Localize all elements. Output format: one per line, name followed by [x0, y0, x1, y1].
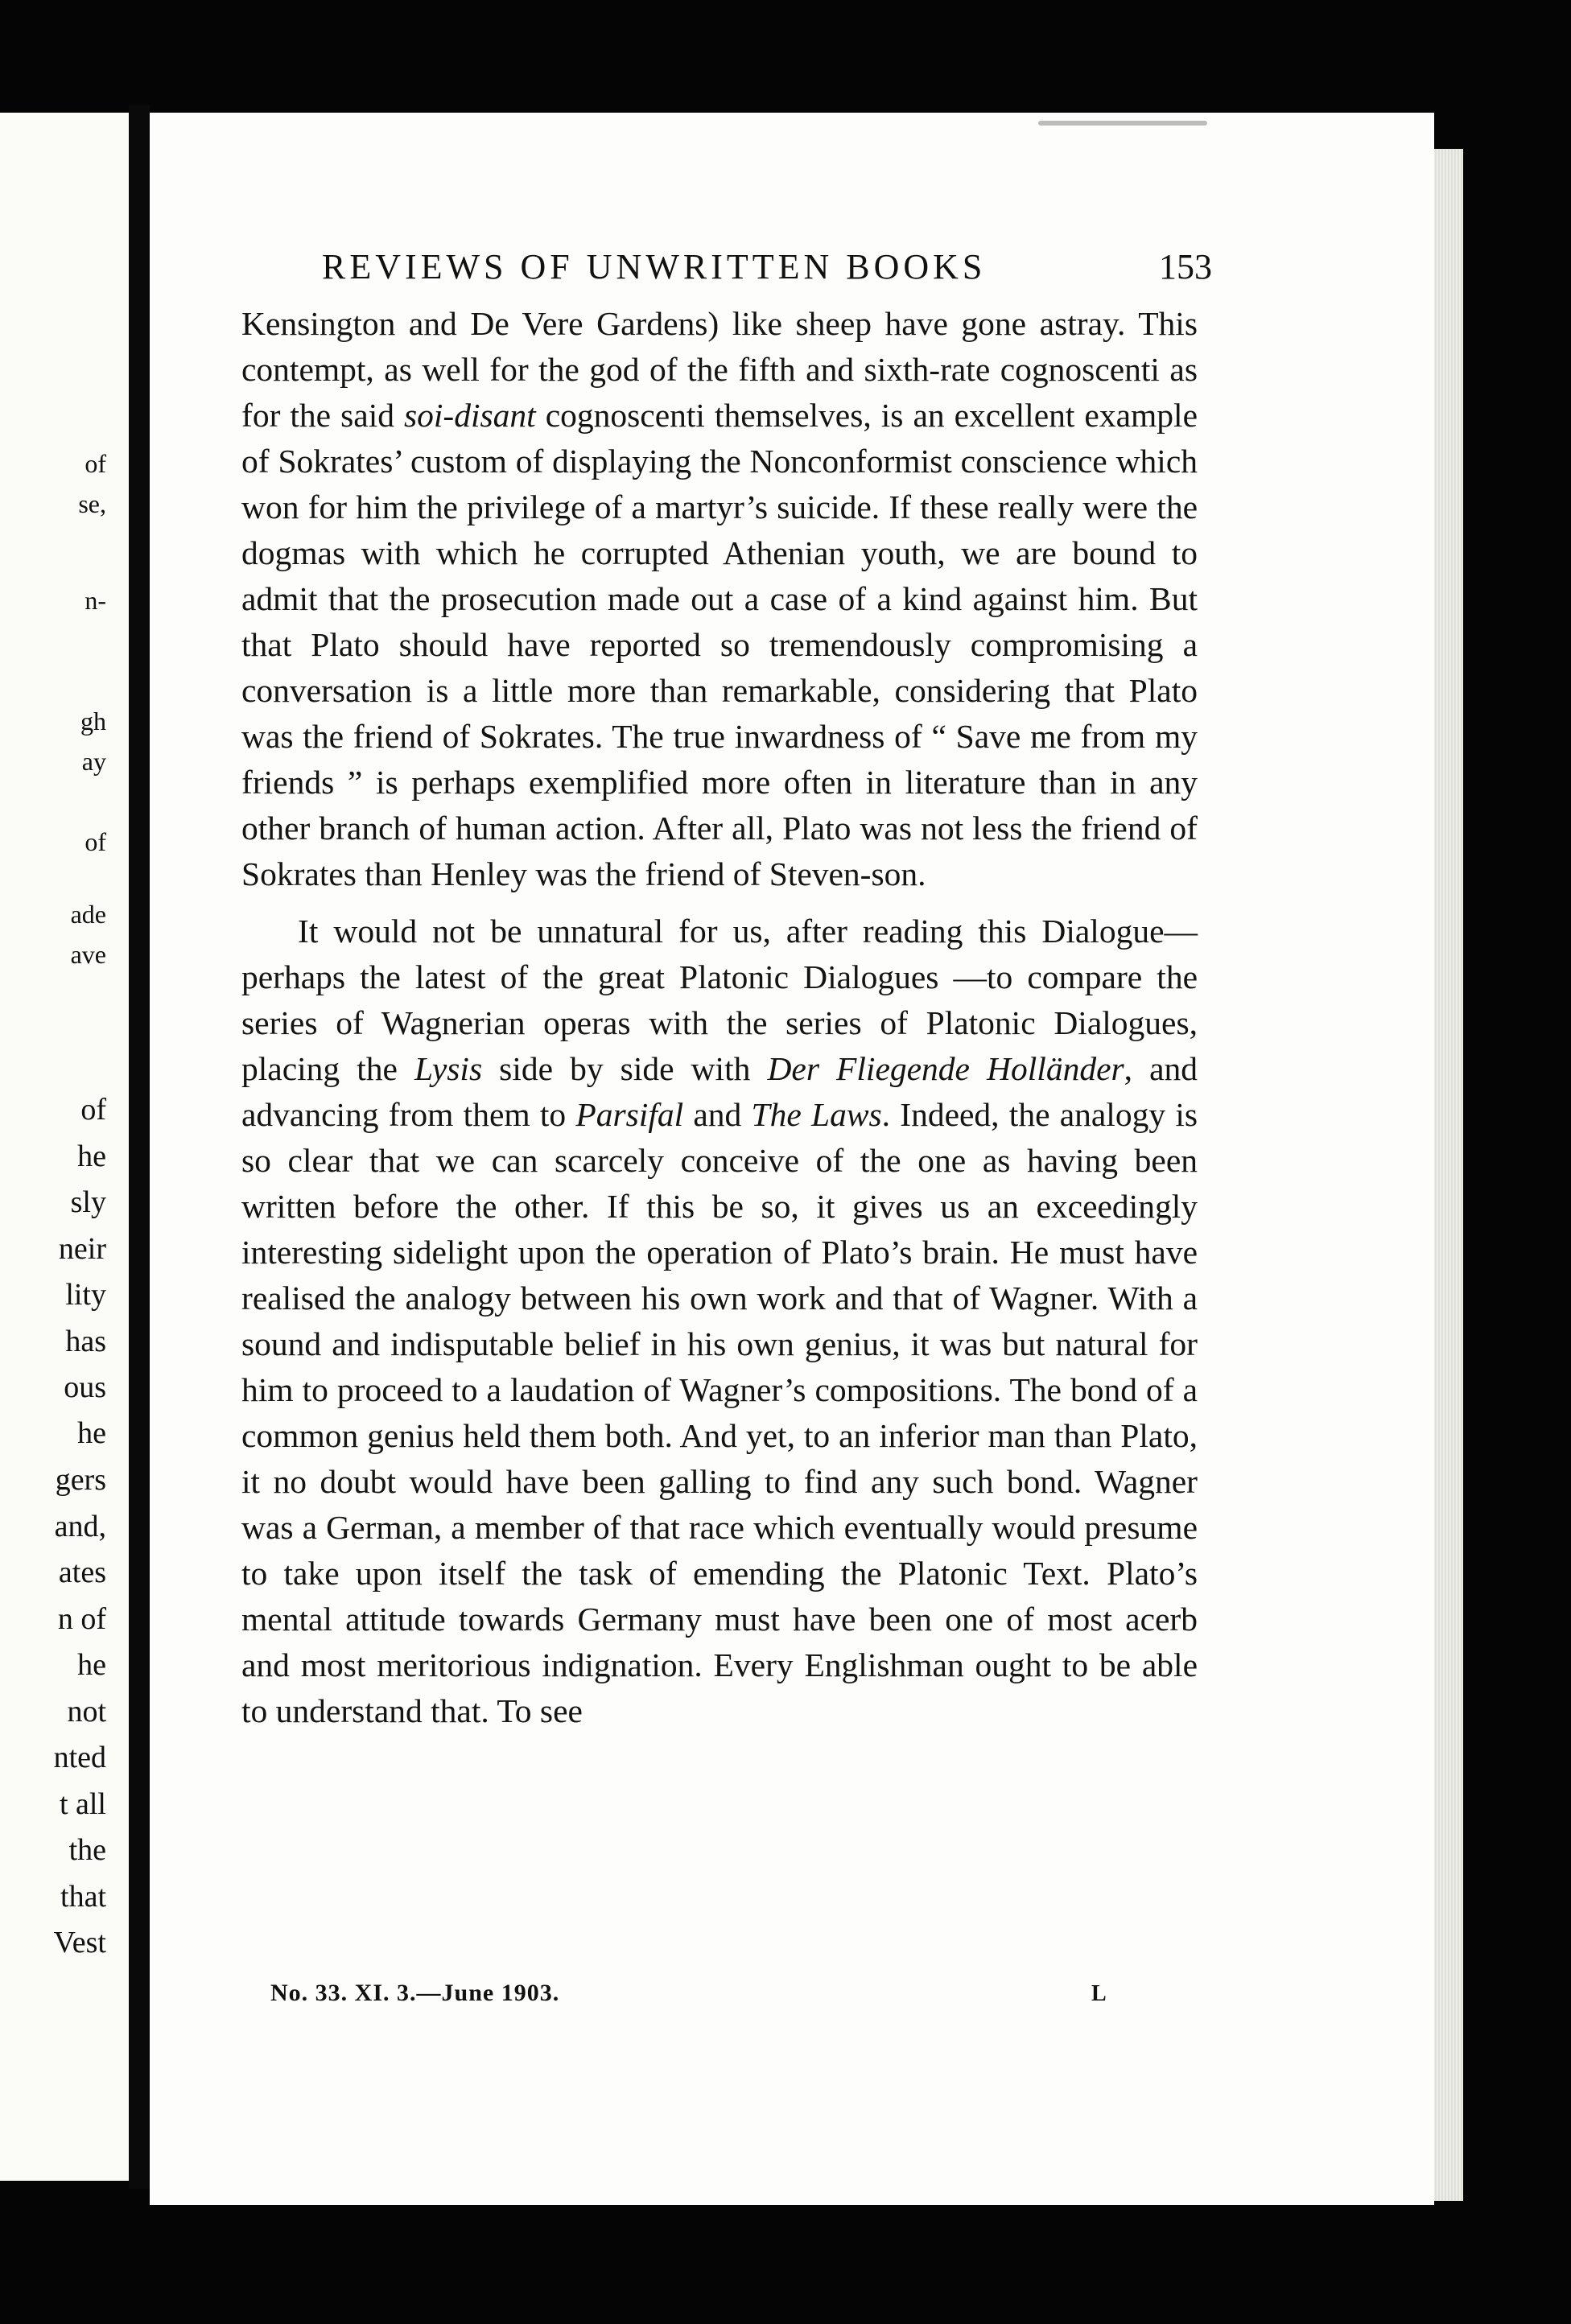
- body-text: [241, 301, 1198, 1734]
- paragraph: [241, 301, 1198, 897]
- facing-page-fragment: n-: [85, 586, 106, 615]
- italic-title: Der Fliegende Holländer: [767, 1050, 1124, 1087]
- facing-page-fragment: ates: [58, 1556, 106, 1589]
- page-stack-edge: [1434, 149, 1463, 2201]
- facing-page-fragment: he: [77, 1648, 106, 1682]
- facing-page-fragment: of: [80, 1093, 106, 1127]
- facing-page-fragment: that: [60, 1880, 106, 1914]
- facing-page-fragment: he: [77, 1416, 106, 1450]
- text-run: It would not be unnatural for us, after reading this Dialogue—perhaps the latest of the great Platonic Dialogues —to compare the series of Wagnerian operas with the series of Platonic Dialogues, placing the: [241, 913, 1198, 1087]
- facing-page-fragment: and,: [54, 1510, 106, 1543]
- facing-page-fragment: he: [77, 1139, 106, 1173]
- text-run: cognoscenti themselves, is an excellent example of Sokrates’ custom of displaying the Nonconformist conscience which won for him the privilege of a martyr’s suicide. If these really were the dogmas with which he corrupted Athenian youth, we are bound to admit that the prosecution made out a case of a kind against him. But that Plato should have reported so tremendously compromising a conversation is a little more than remarkable, considering that Plato was the friend of Sokrates. The true inwardness of “ Save me from my friends ” is perhaps exemplified more often in literature than in any other branch of human action. After all, Plato was not less the friend of Sokrates than Henley was the friend of Steven-son.: [241, 397, 1198, 892]
- facing-page-fragment: of: [85, 449, 106, 478]
- facing-page-fragment: neir: [58, 1232, 106, 1266]
- book-gutter: [129, 105, 150, 2189]
- running-head: REVIEWS OF UNWRITTEN BOOKS: [322, 247, 987, 286]
- facing-page-fragment: the: [68, 1833, 106, 1867]
- facing-page-fragment: sly: [70, 1185, 106, 1219]
- italic-title: Parsifal: [575, 1096, 684, 1133]
- italic-title: soi-disant: [404, 397, 536, 434]
- text-run: and: [683, 1096, 752, 1133]
- facing-page-fragment: ade: [70, 900, 106, 929]
- facing-page-fragment: not: [67, 1695, 106, 1729]
- facing-page-fragment: lity: [65, 1278, 106, 1312]
- page-number: 153: [1159, 247, 1212, 286]
- facing-page-fragment: has: [65, 1325, 106, 1358]
- facing-page-fragment: ay: [81, 747, 106, 776]
- facing-page-fragment: t all: [59, 1787, 106, 1821]
- facing-page-fragment: nted: [53, 1741, 106, 1774]
- facing-page-fragment: ave: [70, 940, 106, 969]
- text-run: . Indeed, the analogy is so clear that we can scarcely conceive of the one as having been written before the other. If this be so, it gives us an exceedingly interesting sidelight upon the operation of Plato’s brain. He must have realised the analogy between his own work and that of Wagner. With a sound and indisputable belief in his own genius, it was but natural for him to proceed to a laudation of Wagner’s compositions. The bond of a common genius held them both. And yet, to an inferior man than Plato, it no doubt would have been galling to find any such bond. Wagner was a German, a member of that race which eventually would presume to take upon itself the task of emending the Platonic Text. Plato’s mental attitude towards Germany must have been one of most acerb and most meritorious indignation. Every Englishman ought to be able to understand that. To see: [241, 1096, 1198, 1729]
- facing-page-fragment: se,: [78, 489, 106, 518]
- page-blemish: [1038, 121, 1207, 126]
- italic-title: The Laws: [751, 1096, 882, 1133]
- signature-line: No. 33. XI. 3.—June 1903.: [270, 1980, 560, 2006]
- facing-page-fragment: gers: [55, 1463, 106, 1497]
- facing-page-fragment: Vest: [53, 1926, 106, 1959]
- italic-title: Lysis: [414, 1050, 483, 1087]
- facing-page-fragment: n of: [57, 1602, 106, 1636]
- text-run: side by side with: [482, 1050, 768, 1087]
- facing-page-fragment: ous: [64, 1370, 106, 1404]
- facing-page-fragment: gh: [80, 707, 106, 736]
- facing-page-edge: [0, 113, 129, 2181]
- text-run: Kensington and De Vere Gardens) like sheep have gone astray. This contempt, as well for the god of the fifth and sixth-rate cognoscenti as for the said: [241, 305, 1198, 434]
- facing-page-fragment: of: [85, 827, 106, 856]
- text-run: , and advancing from them to: [241, 1050, 1198, 1133]
- paragraph: [241, 909, 1198, 1734]
- signature-mark: L: [1091, 1981, 1107, 2006]
